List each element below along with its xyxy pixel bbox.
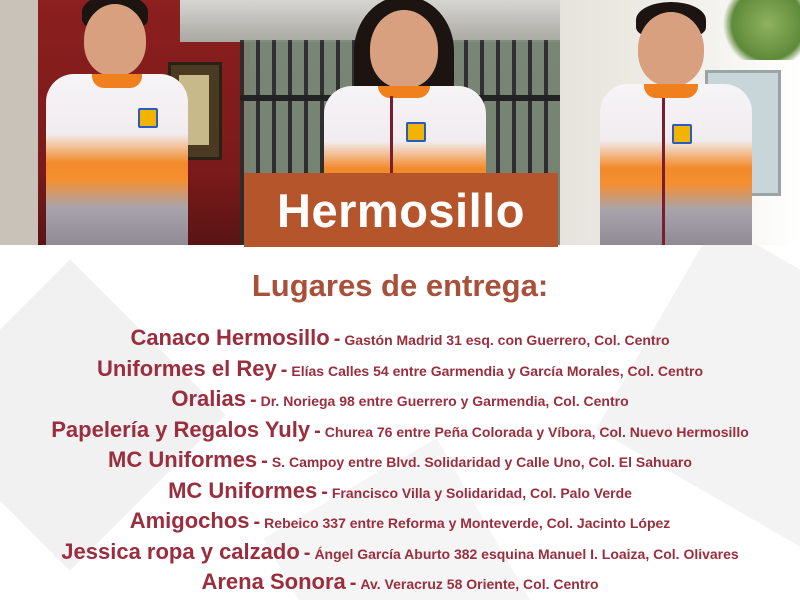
- store-name: MC Uniformes: [168, 477, 318, 503]
- locations-list: [0, 325, 800, 600]
- title-banner: [244, 173, 558, 247]
- list-item: Amigochos - Rebeico 337 entre Reforma y Monteverde, Col. Jacinto López: [129, 508, 671, 533]
- store-name: Uniformes el Rey: [96, 355, 277, 381]
- list-item: Jessica ropa y calzado - Ángel García Aburto 382 esquina Manuel I. Loaiza, Col. Olivares: [61, 538, 739, 564]
- store-name: Jessica ropa y calzado: [61, 538, 300, 564]
- store-address: S. Campoy entre Blvd. Solidaridad y Calle Uno, Col. El Sahuaro: [271, 454, 692, 470]
- list-item: Canaco Hermosillo - Gastón Madrid 31 esq. con Guerrero, Col. Centro: [130, 325, 670, 350]
- student-boy-right: [596, 0, 756, 245]
- store-name: Amigochos: [129, 508, 250, 533]
- list-item: MC Uniformes - Francisco Villa y Solidaridad, Col. Palo Verde: [168, 477, 632, 503]
- store-name: Papelería y Regalos Yuly: [51, 416, 311, 442]
- store-address: Dr. Noriega 98 entre Guerrero y Garmendia, Col. Centro: [260, 393, 629, 409]
- store-name: MC Uniformes: [108, 447, 258, 472]
- store-address: Francisco Villa y Solidaridad, Col. Palo Verde: [331, 484, 632, 501]
- store-address: Elías Calles 54 entre Garmendia y García Morales, Col. Centro: [291, 362, 704, 379]
- list-item: Oralias - Dr. Noriega 98 entre Guerrero y Garmendia, Col. Centro: [171, 386, 629, 411]
- store-name: Oralias: [171, 386, 246, 411]
- store-name: Arena Sonora: [201, 569, 346, 594]
- store-name: Canaco Hermosillo: [130, 325, 330, 350]
- list-item: MC Uniformes - S. Campoy entre Blvd. Solidaridad y Calle Uno, Col. El Sahuaro: [108, 447, 692, 472]
- subtitle: Lugares de entrega:: [251, 268, 549, 303]
- store-address: Rebeico 337 entre Reforma y Monteverde, Col. Jacinto López: [264, 515, 671, 531]
- list-item: Uniformes el Rey - Elías Calles 54 entre Garmendia y García Morales, Col. Centro: [96, 355, 704, 381]
- list-item: Papelería y Regalos Yuly - Churea 76 entre Peña Colorada y Víbora, Col. Nuevo Hermosillo: [51, 416, 749, 442]
- student-boy-left: [40, 0, 200, 245]
- store-address: Churea 76 entre Peña Colorada y Víbora, Col. Nuevo Hermosillo: [324, 423, 749, 440]
- banner-title: Hermosillo: [277, 183, 525, 237]
- store-address: Av. Veracruz 58 Oriente, Col. Centro: [360, 576, 599, 592]
- pillar: [0, 0, 38, 245]
- store-address: Gastón Madrid 31 esq. con Guerrero, Col. Centro: [344, 332, 670, 348]
- store-address: Ángel García Aburto 382 esquina Manuel I. Loaiza, Col. Olivares: [314, 545, 739, 562]
- list-item: Arena Sonora - Av. Veracruz 58 Oriente, Col. Centro: [201, 569, 599, 594]
